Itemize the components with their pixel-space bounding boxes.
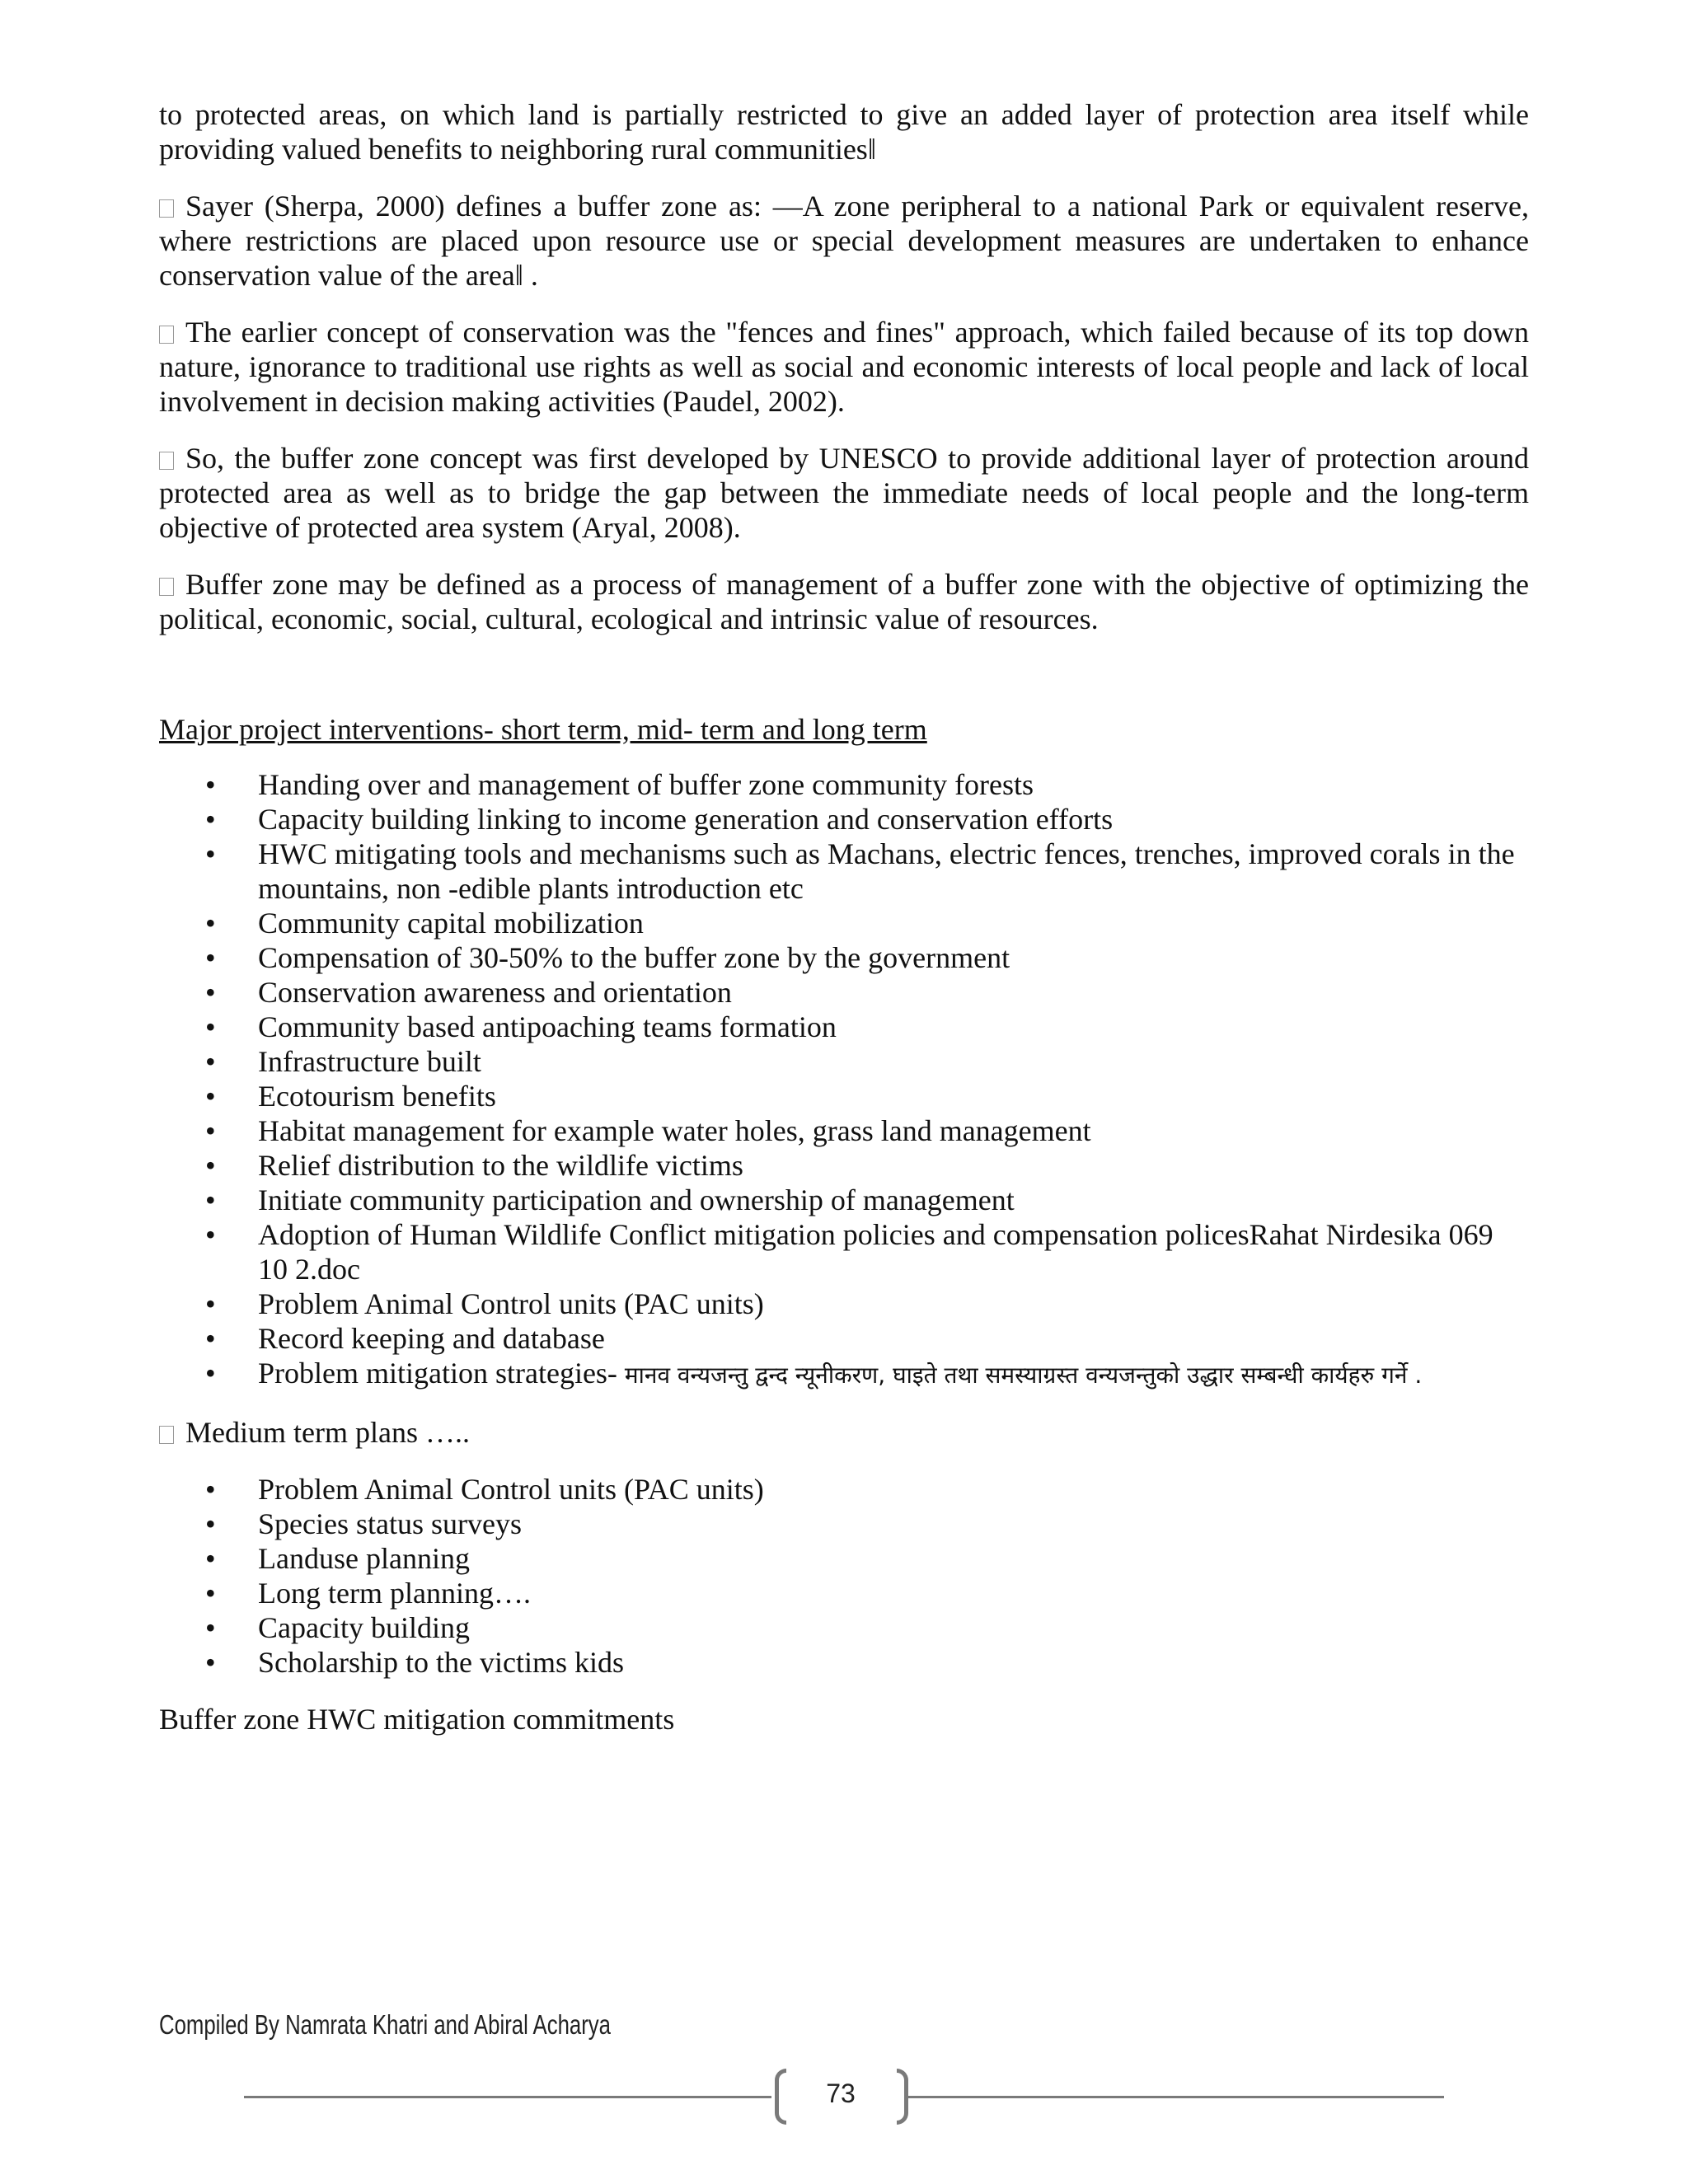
list-item-text: Compensation of 30-50% to the buffer zone by the government bbox=[258, 941, 1010, 974]
nepali-text: मानव वन्यजन्तु द्वन्द न्यूनीकरण, घाइते तथा समस्याग्रस्त वन्यजन्तुको उद्धार सम्बन्धी कार्यहरु गर्ने . bbox=[624, 1361, 1423, 1389]
bullet-icon: • bbox=[205, 1218, 216, 1251]
list-item bbox=[159, 1321, 1529, 1356]
list-item-text: Community based antipoaching teams formation bbox=[258, 1010, 837, 1043]
list-item bbox=[159, 1507, 1529, 1541]
bullet-icon: • bbox=[205, 941, 216, 974]
list-item-text: Capacity building linking to income generation and conservation efforts bbox=[258, 803, 1114, 836]
list-item bbox=[159, 837, 1529, 906]
left-bracket-icon bbox=[775, 2069, 786, 2125]
medium-term-label bbox=[159, 1415, 1529, 1450]
list-item-text: Conservation awareness and orientation bbox=[258, 976, 732, 1009]
bullet-icon: • bbox=[205, 1611, 216, 1644]
bullet-icon: • bbox=[205, 1507, 216, 1540]
list-item-text: Initiate community participation and ownership of management bbox=[258, 1183, 1015, 1216]
list-item-text: HWC mitigating tools and mechanisms such as Machans, electric fences, trenches, improved corals in the mountains, non -edible plants introduction etc bbox=[258, 837, 1515, 905]
bullet-icon: • bbox=[205, 1577, 216, 1610]
list-item-mitigation-strategies bbox=[159, 1356, 1529, 1393]
bullet-icon: • bbox=[205, 976, 216, 1009]
footer-credit: Compiled By Namrata Khatri and Abiral Acharya bbox=[159, 2009, 611, 2040]
bullet-icon: • bbox=[205, 1322, 216, 1355]
bullet-icon: • bbox=[205, 837, 216, 870]
missing-glyph-icon bbox=[159, 1426, 174, 1444]
bullet-icon: • bbox=[205, 1287, 216, 1320]
list-item bbox=[159, 1610, 1529, 1645]
list-item bbox=[159, 1576, 1529, 1610]
paragraph-text: Sayer (Sherpa, 2000) defines a buffer zone as: ―A zone peripheral to a national Park or equivalent reserve, where restrictions are placed upon resource use or special development measures are undertaken to enhance conservation value of the area‖ . bbox=[159, 190, 1529, 292]
document-body bbox=[159, 97, 1529, 1736]
closing-line: Buffer zone HWC mitigation commitments bbox=[159, 1703, 675, 1736]
list-item bbox=[159, 1541, 1529, 1576]
list-item-text: Long term planning…. bbox=[258, 1577, 531, 1610]
list-item-text: Scholarship to the victims kids bbox=[258, 1646, 624, 1679]
paragraph-text: So, the buffer zone concept was first developed by UNESCO to provide additional layer of protection around protected area as well as to bridge the gap between the immediate needs of local people and the long-term objective of protected area system (Aryal, 2008). bbox=[159, 442, 1529, 544]
list-item bbox=[159, 906, 1529, 940]
bullet-icon: • bbox=[205, 1646, 216, 1679]
list-item bbox=[159, 1286, 1529, 1321]
missing-glyph-icon bbox=[159, 326, 174, 344]
bullet-icon: • bbox=[205, 803, 216, 836]
paragraph-buffer-zone-definition bbox=[159, 567, 1529, 636]
interventions-list bbox=[159, 767, 1529, 1393]
bullet-icon: • bbox=[205, 1010, 216, 1043]
list-item-text: Record keeping and database bbox=[258, 1322, 605, 1355]
list-item-text: Habitat management for example water holes, grass land management bbox=[258, 1114, 1091, 1147]
page-number: 73 bbox=[826, 2079, 856, 2108]
list-item bbox=[159, 940, 1529, 975]
bullet-icon: • bbox=[205, 1473, 216, 1506]
section-heading: Major project interventions- short term, mid- term and long term bbox=[159, 713, 927, 746]
list-item bbox=[159, 1079, 1529, 1113]
paragraph-fences-and-fines bbox=[159, 315, 1529, 419]
paragraph-sayer-definition bbox=[159, 189, 1529, 293]
list-item-text: Community capital mobilization bbox=[258, 907, 644, 940]
medium-term-text: Medium term plans ….. bbox=[185, 1416, 470, 1449]
list-item-text: Species status surveys bbox=[258, 1507, 522, 1540]
list-item bbox=[159, 1044, 1529, 1079]
missing-glyph-icon bbox=[159, 452, 174, 470]
bullet-icon: • bbox=[205, 1114, 216, 1147]
bullet-icon: • bbox=[205, 768, 216, 801]
paragraph-unesco bbox=[159, 441, 1529, 545]
missing-glyph-icon bbox=[159, 578, 174, 596]
bullet-icon: • bbox=[205, 1045, 216, 1078]
list-item bbox=[159, 975, 1529, 1010]
list-item bbox=[159, 802, 1529, 837]
footer-divider-right bbox=[907, 2096, 1444, 2098]
list-item-text: Infrastructure built bbox=[258, 1045, 481, 1078]
paragraph-text: Buffer zone may be defined as a process of management of a buffer zone with the objective of optimizing the political, economic, social, cultural, ecological and intrinsic value of resources. bbox=[159, 568, 1529, 635]
list-item bbox=[159, 1472, 1529, 1507]
list-item-text: Handing over and management of buffer zone community forests bbox=[258, 768, 1034, 801]
list-item bbox=[159, 1645, 1529, 1680]
footer-divider-left bbox=[244, 2096, 771, 2098]
list-item-text: Capacity building bbox=[258, 1611, 470, 1644]
list-item-text: Adoption of Human Wildlife Conflict mitigation policies and compensation policesRahat Nirdesika 069 10 2.doc bbox=[258, 1218, 1493, 1286]
list-item-text: Problem Animal Control units (PAC units) bbox=[258, 1287, 764, 1320]
list-item bbox=[159, 1148, 1529, 1183]
bullet-icon: • bbox=[205, 907, 216, 940]
missing-glyph-icon bbox=[159, 199, 174, 218]
bullet-icon: • bbox=[205, 1080, 216, 1113]
list-item-text: Ecotourism benefits bbox=[258, 1080, 496, 1113]
list-item-text: Problem Animal Control units (PAC units) bbox=[258, 1473, 764, 1506]
bullet-icon: • bbox=[205, 1183, 216, 1216]
list-item-text: Relief distribution to the wildlife victims bbox=[258, 1149, 743, 1182]
list-item bbox=[159, 1217, 1529, 1286]
bullet-icon: • bbox=[205, 1357, 216, 1390]
medium-term-list bbox=[159, 1472, 1529, 1680]
list-item bbox=[159, 1010, 1529, 1044]
list-item-text: Landuse planning bbox=[258, 1542, 470, 1575]
paragraph-continuation: to protected areas, on which land is partially restricted to give an added layer of protection area itself while providing valued benefits to neighboring rural communities‖ bbox=[159, 98, 1529, 166]
paragraph-text: The earlier concept of conservation was the "fences and fines" approach, which failed because of its top down nature, ignorance to traditional use rights as well as social and economic interests of local people and lack of local involvement in decision making activities (Paudel, 2002). bbox=[159, 316, 1529, 418]
bullet-icon: • bbox=[205, 1542, 216, 1575]
list-item bbox=[159, 1113, 1529, 1148]
list-item-text: Problem mitigation strategies- bbox=[258, 1357, 617, 1390]
bullet-icon: • bbox=[205, 1149, 216, 1182]
list-item bbox=[159, 767, 1529, 802]
list-item bbox=[159, 1183, 1529, 1217]
